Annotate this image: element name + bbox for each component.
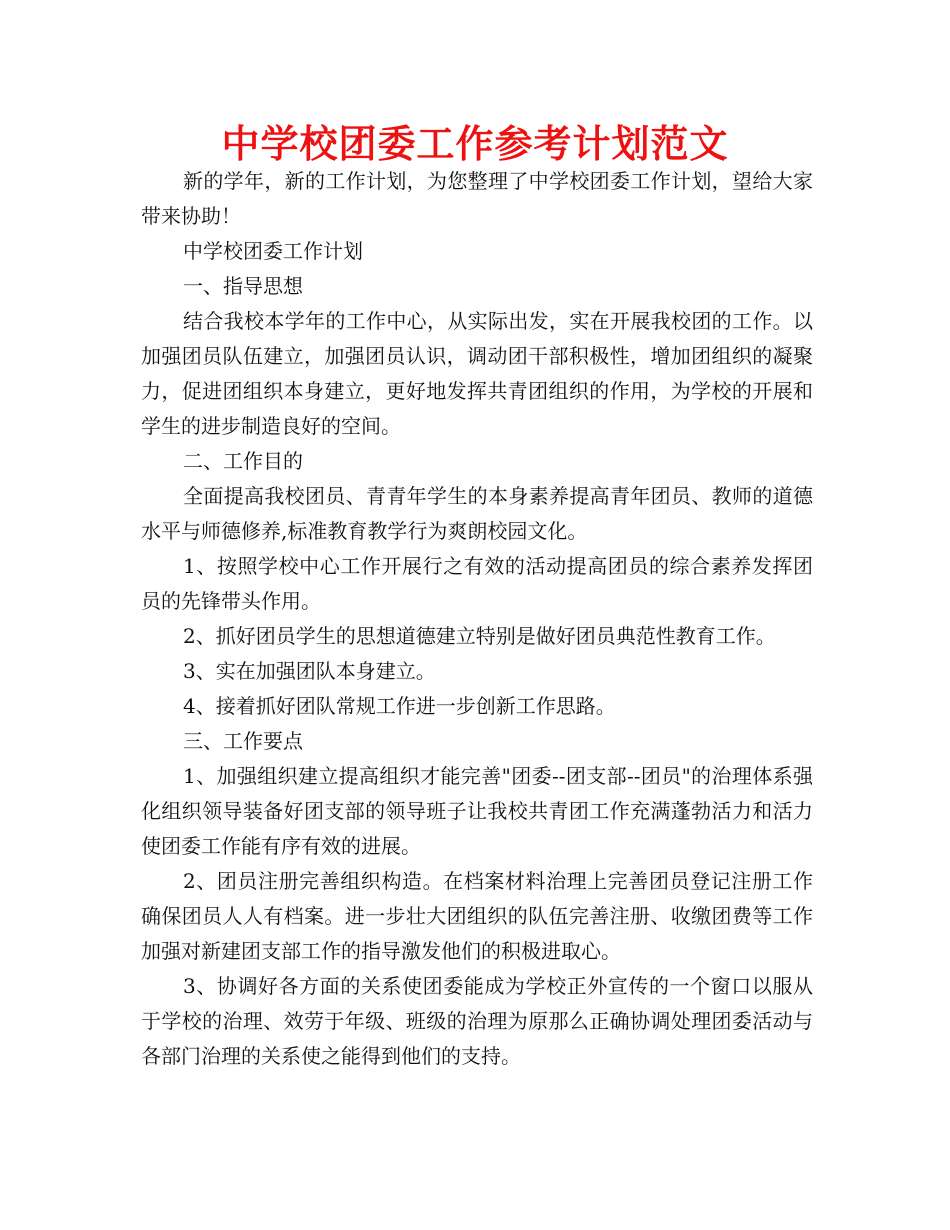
section-heading-work-points: 三、工作要点 [183,729,303,753]
document-title: 中学校团委工作参考计划范文 [221,121,729,166]
document-body [141,164,813,1074]
section-heading-guiding-ideology: 一、指导思想 [183,274,303,298]
plan-heading: 中学校团委工作计划 [183,239,363,263]
work-point-3: 3、协调好各方面的关系使团委能成为学校正外宣传的一个窗口以服从于学校的治理、效劳于年级、班级的治理为原那么正确协调处理团委活动与各部门治理的关系使之能得到他们的支持。 [141,974,813,1068]
goal-item-3: 3、实在加强团队本身建立。 [183,659,436,683]
goal-item-1: 1、按照学校中心工作开展行之有效的活动提高团员的综合素养发挥团员的先锋带头作用。 [141,554,813,613]
paragraph-work-goals: 全面提高我校团员、青青年学生的本身素养提高青年团员、教师的道德水平与师德修养,标准教育教学行为爽朗校园文化。 [141,484,813,543]
work-point-1: 1、加强组织建立提高组织才能完善"团委--团支部--团员"的治理体系强化组织领导装备好团支部的领导班子让我校共青团工作充满蓬勃活力和活力使团委工作能有序有效的进展。 [141,764,813,858]
goal-item-4: 4、接着抓好团队常规工作进一步创新工作思路。 [183,694,616,718]
section-heading-work-goals: 二、工作目的 [183,449,303,473]
goal-item-2: 2、抓好团员学生的思想道德建立特别是做好团员典范性教育工作。 [183,624,776,648]
work-point-2: 2、团员注册完善组织构造。在档案材料治理上完善团员登记注册工作确保团员人人有档案。进一步壮大团组织的队伍完善注册、收缴团费等工作加强对新建团支部工作的指导激发他们的积极进取心。 [141,869,813,963]
paragraph-guiding-ideology: 结合我校本学年的工作中心，从实际出发，实在开展我校团的工作。以加强团员队伍建立，加强团员认识，调动团干部积极性，增加团组织的凝聚力，促进团组织本身建立，更好地发挥共青团组织的作用，为学校的开展和学生的进步制造良好的空间。 [141,309,813,438]
intro-paragraph: 新的学年，新的工作计划，为您整理了中学校团委工作计划，望给大家带来协助！ [141,169,813,228]
